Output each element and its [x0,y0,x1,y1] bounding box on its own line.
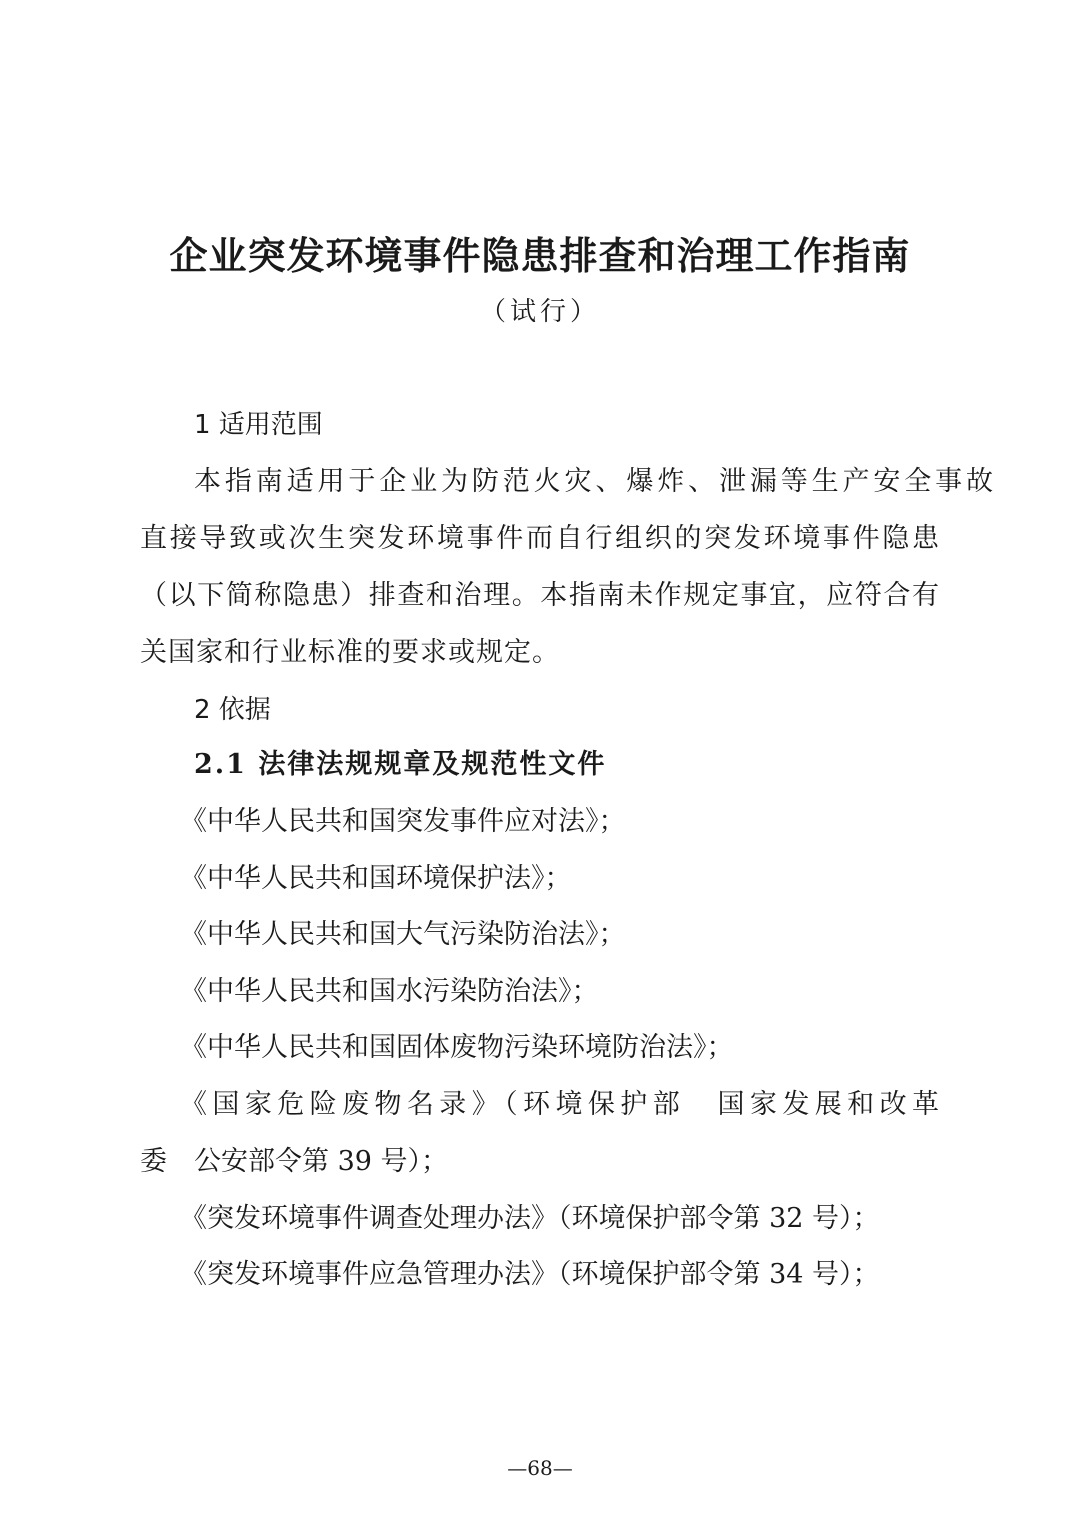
law-item: 《中华人民共和国大气污染防治法》； [180,919,626,950]
law-item: 《突发环境事件调查处理办法》（环境保护部令第 32 号）； [180,1203,880,1234]
section-2-heading: 2 依据 [194,695,271,725]
page-number: —68— [507,1456,573,1480]
document-title: 企业突发环境事件隐患排查和治理工作指南 [169,233,911,278]
paragraph-line: 直接导致或次生突发环境事件而自行组织的突发环境事件隐患 [140,523,940,554]
law-item: 《突发环境事件应急管理办法》（环境保护部令第 34 号）； [180,1259,880,1290]
section-2-1-heading: 2.1 法律法规规章及规范性文件 [194,749,607,780]
paragraph-line: 本指南适用于企业为防范火灾、爆炸、泄漏等生产安全事故 [194,466,994,497]
section-1-heading: 1 适用范围 [194,410,323,440]
paragraph-line: （以下简称隐患）排查和治理。本指南未作规定事宜，应符合有 [140,580,940,611]
law-item-continuation: 委 公安部令第 39 号）； [140,1146,449,1177]
law-item: 《国家危险废物名录》（环境保护部 国家发展和改革 [180,1089,940,1120]
law-item: 《中华人民共和国突发事件应对法》； [180,806,626,837]
law-item: 《中华人民共和国环境保护法》； [180,863,572,894]
paragraph-line: 关国家和行业标准的要求或规定。 [140,637,560,668]
document-subtitle: （试行） [479,297,600,327]
law-item: 《中华人民共和国固体废物污染环境防治法》； [180,1032,734,1063]
law-item: 《中华人民共和国水污染防治法》； [180,976,599,1007]
